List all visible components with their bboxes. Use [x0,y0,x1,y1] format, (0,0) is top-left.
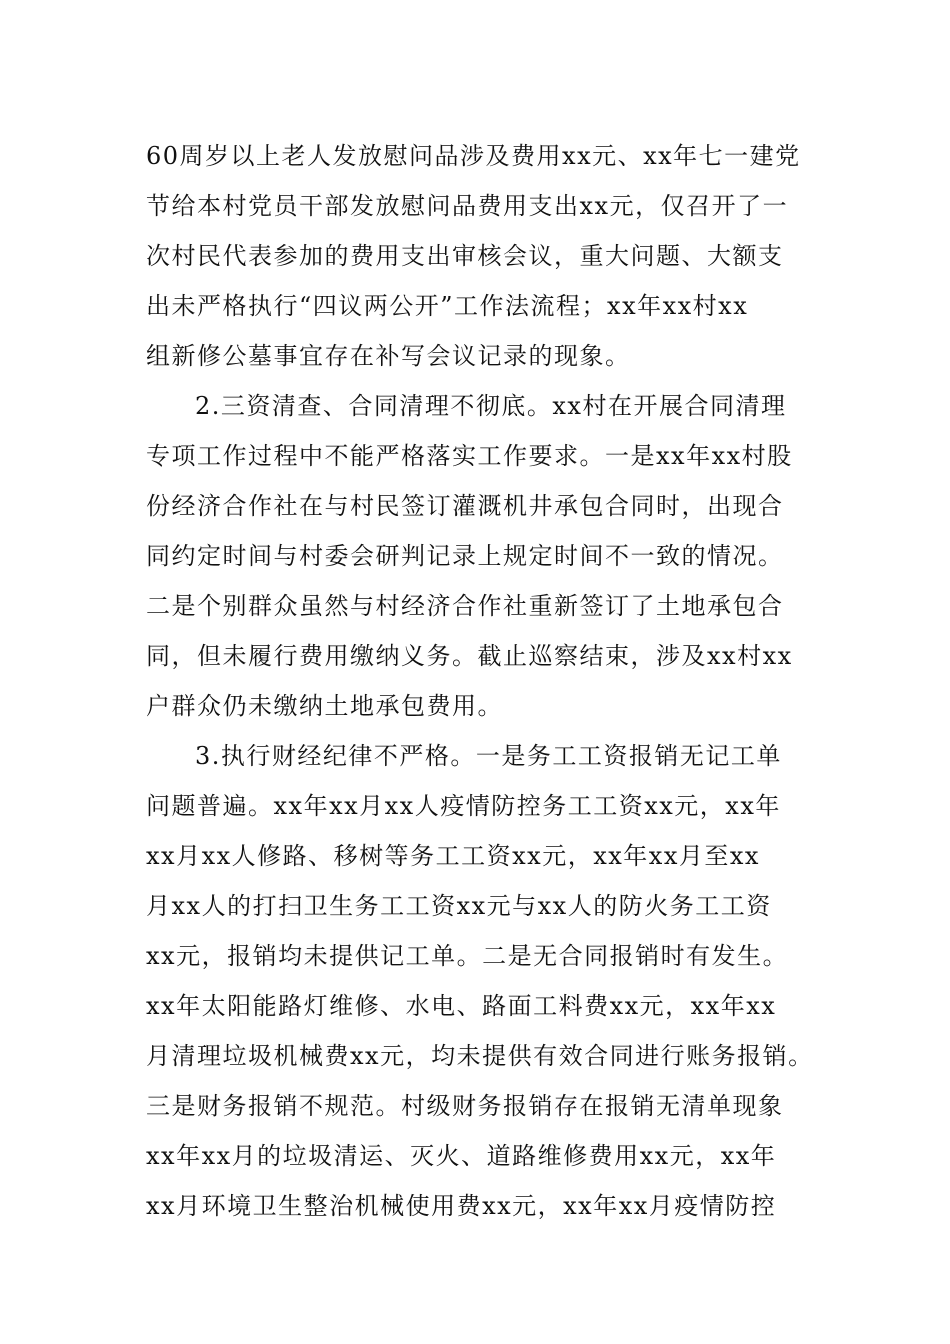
text-line: 出未严格执行“四议两公开”工作法流程；xx年xx村xx [146,292,749,320]
text-line: 组新修公墓事宜存在补写会议记录的现象。 [146,342,631,370]
text-line: 次村民代表参加的费用支出审核会议，重大问题、大额支 [146,242,784,270]
text-line: 节给本村党员干部发放慰问品费用支出xx元，仅召开了一 [146,192,789,220]
text-line: 份经济合作社在与村民签订灌溉机井承包合同时，出现合 [146,492,784,520]
text-line: 同约定时间与村委会研判记录上规定时间不一致的情况。 [146,542,784,570]
text-line: 同，但未履行费用缴纳义务。截止巡察结束，涉及xx村xx [146,642,793,670]
text-line: xx月xx人修路、移树等务工工资xx元，xx年xx月至xx [146,842,760,870]
text-line: 月清理垃圾机械费xx元，均未提供有效合同进行账务报销。 [146,1042,814,1070]
text-line: 专项工作过程中不能严格落实工作要求。一是xx年xx村股 [146,442,793,470]
text-line: 60周岁以上老人发放慰问品涉及费用xx元、xx年七一建党 [146,142,801,170]
text-line: 三是财务报销不规范。村级财务报销存在报销无清单现象 [146,1092,784,1120]
section-heading-2: 2.三资清查、合同清理不彻底。xx村在开展合同清理 [195,392,787,420]
text-line: 户群众仍未缴纳土地承包费用。 [146,692,503,720]
body-text [146,136,836,1236]
section-heading-3: 3.执行财经纪律不严格。一是务工工资报销无记工单 [195,742,782,770]
text-line: 月xx人的打扫卫生务工工资xx元与xx人的防火务工工资 [146,892,772,920]
text-line: 问题普遍。xx年xx月xx人疫情防控务工工资xx元，xx年 [146,792,781,820]
text-line: xx元，报销均未提供记工单。二是无合同报销时有发生。 [146,942,789,970]
text-line: 二是个别群众虽然与村经济合作社重新签订了土地承包合 [146,592,784,620]
text-line: xx月环境卫生整治机械使用费xx元，xx年xx月疫情防控 [146,1192,777,1220]
text-line: xx年太阳能路灯维修、水电、路面工料费xx元，xx年xx [146,992,777,1020]
text-line: xx年xx月的垃圾清运、灭火、道路维修费用xx元，xx年 [146,1142,777,1170]
